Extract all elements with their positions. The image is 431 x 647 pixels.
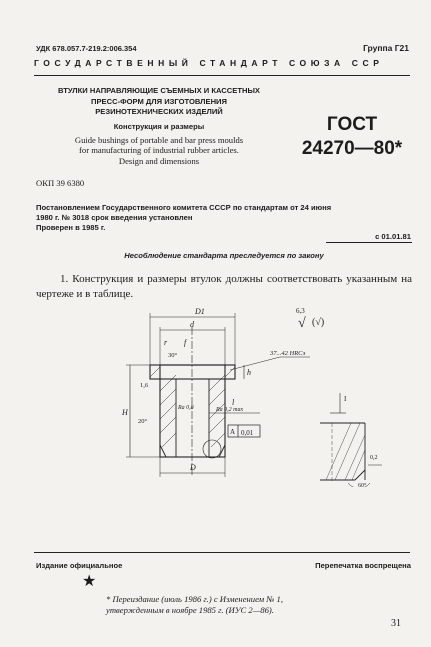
roughness-value: 6,3	[296, 307, 305, 315]
svg-text:d: d	[190, 320, 194, 329]
gost-label: ГОСТ	[326, 114, 378, 135]
ru-title-line-2: ПРЕСС-ФОРМ ДЛЯ ИЗГОТОВЛЕНИЯ	[91, 96, 227, 106]
group-code: Группа Г21	[363, 43, 409, 53]
svg-text:r: r	[164, 338, 168, 347]
svg-text:D1: D1	[195, 307, 205, 316]
bushing-drawing	[120, 305, 420, 487]
svg-text:30°: 30°	[168, 352, 178, 359]
svg-text:0,01: 0,01	[241, 429, 254, 437]
detail-circle	[203, 440, 221, 458]
effective-date: с 01.01.81	[375, 232, 411, 241]
reissue-line-1: * Переиздание (июль 1986 г.) с Изменением № 1,	[106, 594, 283, 604]
clause-1: 1. Конструкция и размеры втулок должны соответствовать указанным на чертеже и в таблице.	[36, 273, 412, 300]
bushing-flange	[150, 365, 235, 379]
svg-text:I: I	[344, 395, 347, 403]
ru-title-line-3: РЕЗИНОТЕХНИЧЕСКИХ ИЗДЕЛИЙ	[95, 107, 223, 116]
roughness-symbol: √	[298, 316, 306, 331]
gost-block	[292, 113, 412, 161]
reissue-note	[106, 594, 406, 616]
okp-code: ОКП 39 6380	[36, 178, 85, 188]
svg-text:60°: 60°	[358, 483, 367, 487]
header-rule	[34, 75, 410, 76]
reprint-prohibited: Перепечатка воспрещена	[315, 561, 411, 570]
official-edition: Издание официальное	[36, 561, 123, 570]
page-number: 31	[391, 618, 401, 629]
decree-line-2: 1980 г. № 3018 срок введения установлен	[36, 213, 193, 222]
svg-text:0,2: 0,2	[370, 455, 378, 461]
state-standard-heading: ГОСУДАРСТВЕННЫЙ СТАНДАРТ СОЮЗА ССР	[34, 58, 384, 68]
en-title-line-3: Design and dimensions	[118, 155, 200, 166]
ru-title-line-1: ВТУЛКИ НАПРАВЛЯЮЩИЕ СЪЕМНЫХ И КАССЕТНЫХ	[58, 86, 260, 95]
svg-text:h: h	[247, 368, 251, 377]
date-underline	[326, 242, 412, 243]
svg-text:Ra 0,8: Ra 0,8	[178, 405, 194, 411]
svg-text:Ra 0,2 max: Ra 0,2 max	[216, 407, 244, 413]
svg-text:H: H	[122, 408, 128, 417]
svg-text:20°: 20°	[138, 418, 148, 425]
en-title-line-1: Guide bushings of portable and bar press moulds	[74, 134, 244, 145]
roughness-suffix: (√)	[312, 317, 325, 328]
star-icon: ★	[82, 573, 97, 590]
reissue-line-2: утвержденным в ноябре 1985 г. (ИУС 2—86).	[106, 605, 274, 615]
decree-line-3: Проверен в 1985 г.	[36, 223, 106, 232]
svg-text:1,6: 1,6	[140, 382, 149, 389]
en-title	[36, 135, 282, 167]
gost-number: 24270—80*	[301, 138, 403, 159]
law-notice: Несоблюдение стандарта преследуется по закону	[124, 251, 324, 260]
svg-text:l: l	[232, 398, 235, 407]
svg-text:f: f	[184, 338, 187, 347]
ru-subtitle: Конструкция и размеры	[113, 121, 205, 131]
svg-text:37...42 HRCэ: 37...42 HRCэ	[270, 350, 306, 357]
svg-text:A: A	[230, 428, 236, 436]
title-block	[36, 86, 282, 166]
udk-code: УДК 678.057.7-219.2:006.354	[36, 44, 137, 53]
decree-block	[36, 203, 412, 233]
decree-line-1: Постановлением Государственного комитета СССР по стандартам от 24 июня	[36, 203, 332, 212]
en-title-line-2: for manufacturing of industrial rubber articles.	[79, 145, 239, 155]
footer-rule	[34, 552, 410, 553]
svg-text:D: D	[190, 463, 196, 472]
